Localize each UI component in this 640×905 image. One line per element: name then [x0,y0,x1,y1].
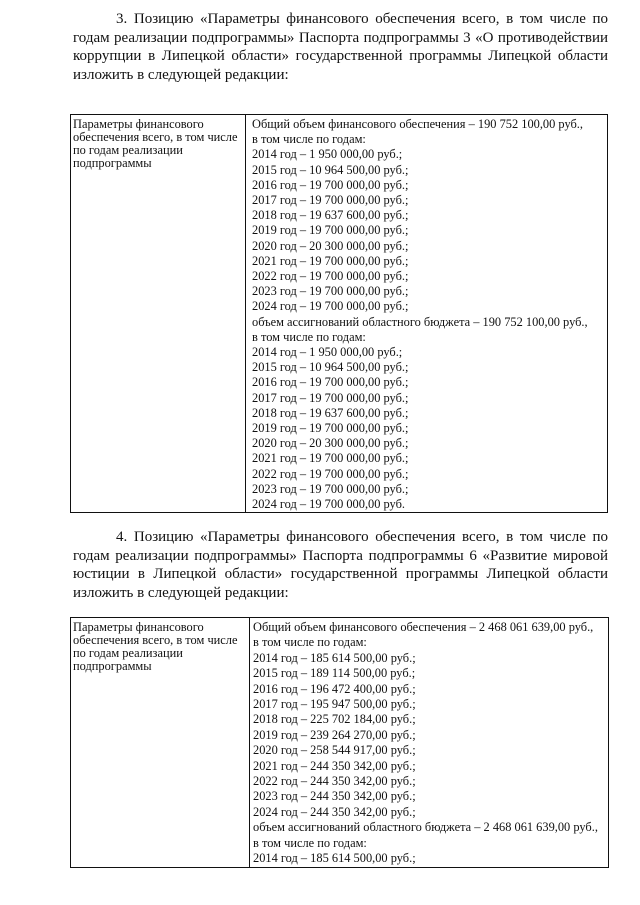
funding-line: 2014 год – 1 950 000,00 руб.; [252,345,403,360]
funding-line: 2014 год – 185 614 500,00 руб.; [253,650,416,665]
funding-line: 2014 год – 1 950 000,00 руб.; [252,147,403,162]
funding-line: 2018 год – 225 702 184,00 руб.; [253,712,416,727]
table-row [71,115,608,513]
funding-line: в том числе по годам: [253,635,367,650]
item-4-funding-values [250,618,609,868]
funding-line: 2024 год – 244 350 342,00 руб.; [253,804,416,819]
funding-line: 2018 год – 19 637 600,00 руб.; [252,405,409,420]
funding-line: объем ассигнований областного бюджета – 190 752 100,00 руб., [252,314,588,329]
funding-line: 2016 год – 19 700 000,00 руб.; [252,177,409,192]
item-3-passport-table [70,114,608,513]
funding-line: в том числе по годам: [252,132,366,147]
funding-line: 2021 год – 244 350 342,00 руб.; [253,758,416,773]
funding-line: 2019 год – 239 264 270,00 руб.; [253,727,416,742]
funding-line: 2019 год – 19 700 000,00 руб.; [252,421,409,436]
funding-line: 2023 год – 19 700 000,00 руб.; [252,481,409,496]
funding-line: 2024 год – 19 700 000,00 руб.; [252,299,409,314]
funding-line: 2015 год – 10 964 500,00 руб.; [252,162,409,177]
item-4-passport-table [70,617,609,868]
funding-line: 2017 год – 19 700 000,00 руб.; [252,390,409,405]
item-4-parameter-label: Параметры финансового обеспечения всего, в том числе по годам реализации подпрограммы [71,618,250,868]
table-row [71,618,609,868]
funding-line: 2016 год – 19 700 000,00 руб.; [252,375,409,390]
funding-line: 2018 год – 19 637 600,00 руб.; [252,208,409,223]
funding-line: Общий объем финансового обеспечения – 2 468 061 639,00 руб., [253,620,594,634]
funding-line: 2022 год – 19 700 000,00 руб.; [252,269,409,284]
funding-line: 2023 год – 19 700 000,00 руб.; [252,284,409,299]
funding-line: 2021 год – 19 700 000,00 руб.; [252,451,409,466]
funding-line: 2019 год – 19 700 000,00 руб.; [252,223,409,238]
funding-line: 2023 год – 244 350 342,00 руб.; [253,789,416,804]
funding-line: 2022 год – 244 350 342,00 руб.; [253,774,416,789]
item-3-paragraph: 3. Позицию «Параметры финансового обеспечения всего, в том числе по годам реализации подпрограммы» Паспорта подпрограммы 3 «О противодействии коррупции в Липецкой области» государственной программы Липецкой области изложить в следующей редакции: [73,11,608,83]
funding-line: 2015 год – 189 114 500,00 руб.; [253,666,416,681]
funding-line: 2021 год – 19 700 000,00 руб.; [252,253,409,268]
funding-line: 2022 год – 19 700 000,00 руб.; [252,466,409,481]
funding-line: 2015 год – 10 964 500,00 руб.; [252,360,409,375]
funding-line: в том числе по годам: [252,329,366,344]
funding-line: 2014 год – 185 614 500,00 руб.; [253,851,416,866]
funding-line: 2020 год – 20 300 000,00 руб.; [252,238,409,253]
funding-line: 2024 год – 19 700 000,00 руб. [252,497,405,512]
funding-line: 2017 год – 19 700 000,00 руб.; [252,193,409,208]
item-3-funding-values [246,115,608,513]
item-4-paragraph: 4. Позицию «Параметры финансового обеспечения всего, в том числе по годам реализации подпрограммы» Паспорта подпрограммы 6 «Развитие мировой юстиции в Липецкой области» государственной программы Липецкой области изложить в следующей редакции: [73,529,608,601]
item-3-parameter-label: Параметры финансового обеспечения всего, в том числе по годам реализации подпрограммы [71,115,246,513]
funding-line: Общий объем финансового обеспечения – 190 752 100,00 руб., [252,117,583,131]
funding-line: в том числе по годам: [253,835,367,850]
funding-line: 2017 год – 195 947 500,00 руб.; [253,697,416,712]
funding-line: 2016 год – 196 472 400,00 руб.; [253,681,416,696]
funding-line: объем ассигнований областного бюджета – 2 468 061 639,00 руб., [253,820,598,835]
funding-line: 2020 год – 258 544 917,00 руб.; [253,743,416,758]
funding-line: 2020 год – 20 300 000,00 руб.; [252,436,409,451]
